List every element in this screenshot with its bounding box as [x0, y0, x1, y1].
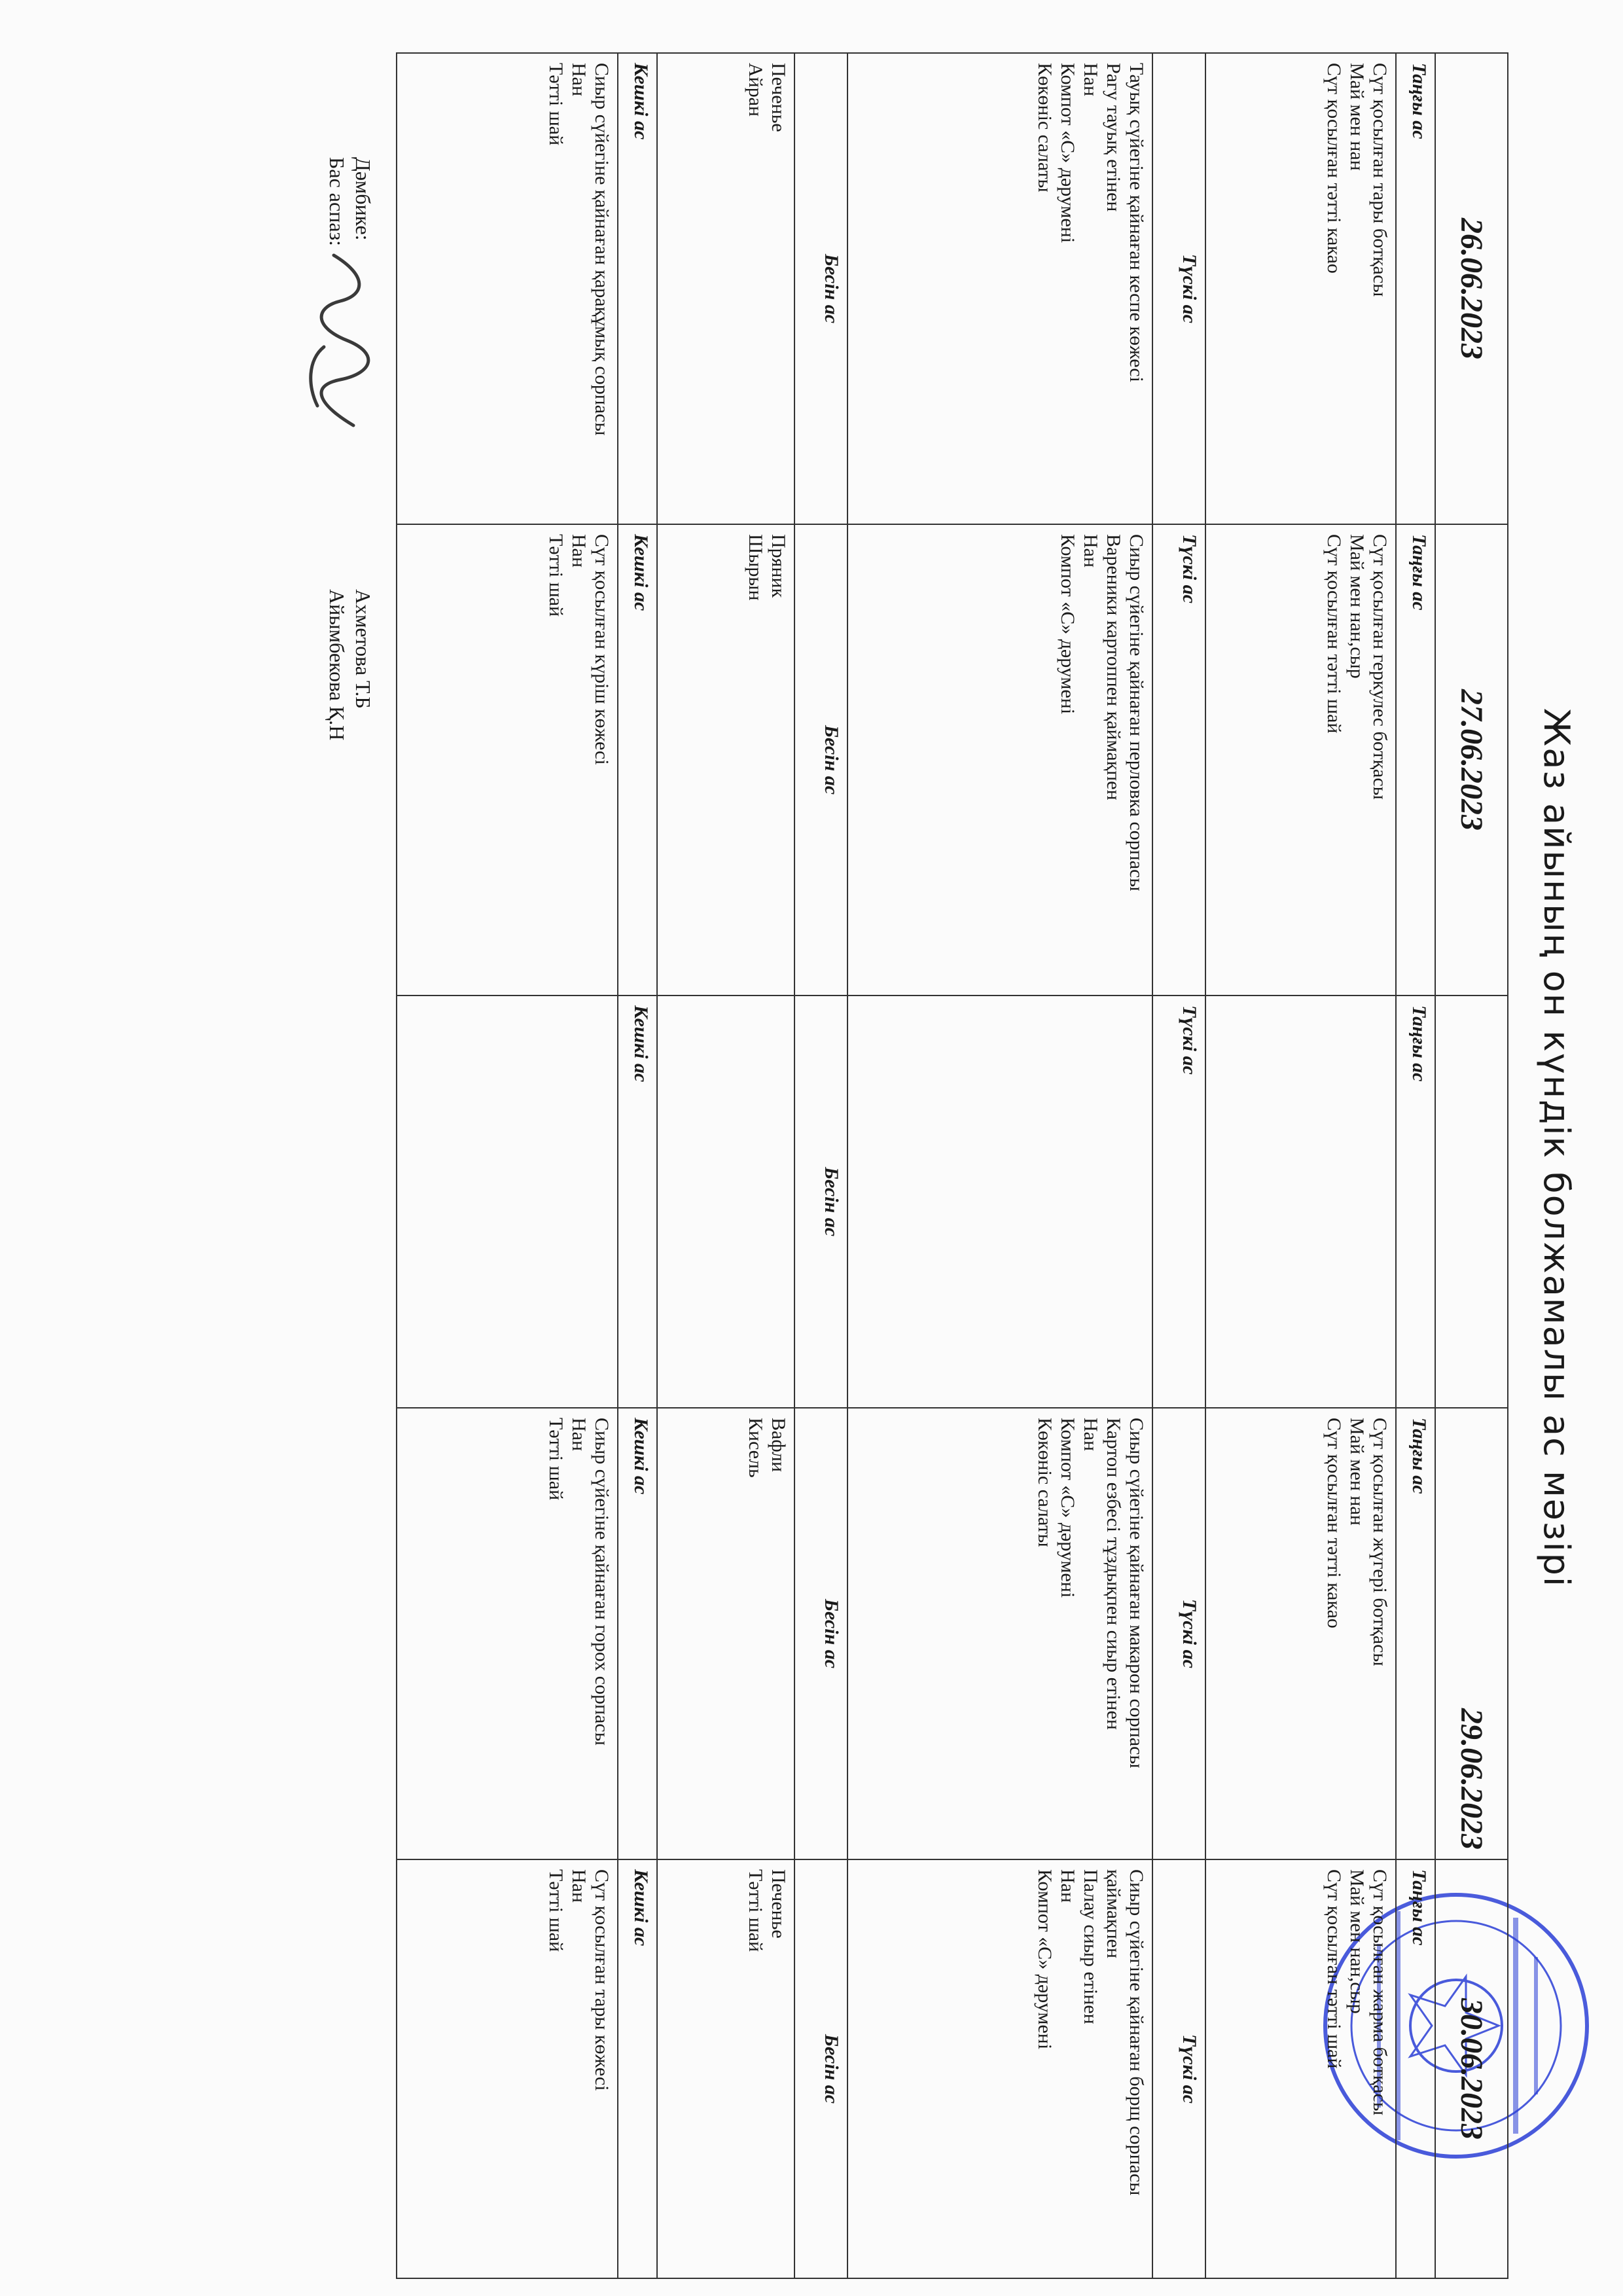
- meal-label: Кешкі ас: [618, 53, 658, 524]
- meal-label: Бесін ас: [794, 53, 847, 524]
- meal-label: Кешкі ас: [618, 524, 658, 996]
- menu-item: Сиыр сүйегіне қайнаған горох сорпасы: [590, 1418, 613, 1746]
- meal-header-row: [794, 53, 847, 2278]
- menu-item: Сүт қосылған тәтті какао: [1323, 63, 1345, 274]
- menu-item: Вареники картоппен қаймақпен: [1102, 534, 1124, 800]
- meal-items-cell: [657, 524, 794, 996]
- signature-labels: [324, 157, 376, 246]
- date-cell: 29.06.2023: [1435, 1408, 1508, 1859]
- menu-item: Май мен нан: [1346, 63, 1368, 171]
- meal-items-cell: [397, 996, 618, 1408]
- menu-item: Сиыр сүйегіне қайнаған перловка сорпасы: [1125, 534, 1147, 891]
- date-cell: 30.06.2023: [1435, 1859, 1508, 2278]
- date-cell: 26.06.2023: [1435, 53, 1508, 524]
- meal-items-row: [1205, 53, 1396, 2278]
- menu-item: Сүт қосылған жарма ботқасы: [1368, 1869, 1391, 2116]
- meal-label: Таңғы ас: [1396, 1408, 1436, 1859]
- menu-item: Сиыр сүйегіне қайнаған макарон сорпасы: [1125, 1418, 1147, 1768]
- menu-table: [396, 52, 1508, 2279]
- meal-items-cell: [1205, 1859, 1396, 2278]
- menu-item: Палау сиыр етінен: [1079, 1869, 1101, 2024]
- date-cell: 27.06.2023: [1435, 524, 1508, 996]
- meal-items-cell: [657, 1408, 794, 1859]
- meal-label: Түскі ас: [1152, 996, 1205, 1408]
- page-title: Жаз айының он күндік болжамалы ас мәзірі: [1536, 708, 1577, 1588]
- meal-header-row: [1396, 53, 1436, 2278]
- meal-label: Кешкі ас: [618, 996, 658, 1408]
- meal-label: Бесін ас: [794, 996, 847, 1408]
- meal-header-row: [1152, 53, 1205, 2278]
- menu-item: Көкөніс салаты: [1033, 1418, 1056, 1547]
- meal-label: Түскі ас: [1152, 524, 1205, 996]
- menu-item: Май мен нан,сыр: [1346, 1869, 1368, 2014]
- menu-item: Нан: [567, 63, 590, 97]
- menu-item: Сиыр сүйегіне қайнаған борщ сорпасы қаймақпен: [1102, 1869, 1147, 2196]
- meal-label: Түскі ас: [1152, 53, 1205, 524]
- meal-items-row: [847, 53, 1152, 2278]
- meal-items-cell: [397, 1859, 618, 2278]
- menu-item: Печенье: [767, 63, 789, 132]
- meal-label: Бесін ас: [794, 1859, 847, 2278]
- menu-item: Нан: [1056, 1869, 1079, 1903]
- menu-item: Нан: [1079, 63, 1101, 97]
- meal-label: Таңғы ас: [1396, 996, 1436, 1408]
- meal-label: Бесін ас: [794, 524, 847, 996]
- meal-label: Кешкі ас: [618, 1859, 658, 2278]
- meal-items-cell: [1205, 53, 1396, 524]
- signature-names: [324, 589, 376, 740]
- menu-item: Май мен нан: [1346, 1418, 1368, 1526]
- menu-item: Сүт қосылған тәтті какао: [1323, 1418, 1345, 1628]
- meal-items-row: [657, 53, 794, 2278]
- meal-label: Таңғы ас: [1396, 524, 1436, 996]
- meal-items-cell: [1205, 996, 1396, 1408]
- menu-item: Тәтті шай: [544, 534, 567, 617]
- meal-items-cell: [657, 1859, 794, 2278]
- menu-item: Тәтті шай: [744, 1869, 766, 1952]
- menu-item: Тауық сүйегіне қайнаған кеспе көжесі: [1125, 63, 1147, 382]
- menu-item: Тәтті шай: [544, 63, 567, 146]
- meal-items-cell: [397, 524, 618, 996]
- menu-item: Картоп езбесі тұздықпен сиыр етінен: [1102, 1418, 1124, 1730]
- meal-items-cell: [657, 996, 794, 1408]
- chef-label: Бас аспаз:: [325, 157, 349, 247]
- meal-items-cell: [397, 53, 618, 524]
- meal-label: Түскі ас: [1152, 1408, 1205, 1859]
- date-row: [1435, 53, 1508, 2278]
- meal-label: Таңғы ас: [1396, 1859, 1436, 2278]
- handwritten-signature-icon: [301, 249, 380, 445]
- menu-item: Сүт қосылған тәтті шай: [1323, 534, 1345, 734]
- menu-item: Сүт қосылған жүгері ботқасы: [1368, 1418, 1391, 1666]
- menu-item: Май мен нан,сыр: [1346, 534, 1368, 679]
- dietitian-label: Дәмбике:: [351, 157, 375, 241]
- menu-item: Компот «С» дәрумені: [1056, 63, 1079, 243]
- menu-item: Сүт қосылған тары ботқасы: [1368, 63, 1391, 297]
- menu-item: Печенье: [767, 1869, 789, 1939]
- meal-header-row: [618, 53, 658, 2278]
- date-cell: [1435, 996, 1508, 1408]
- menu-item: Сүт қосылған тары көжесі: [590, 1869, 613, 2091]
- menu-item: Сүт қосылған геркулес ботқасы: [1368, 534, 1391, 800]
- meal-items-cell: [847, 996, 1152, 1408]
- meal-items-cell: [1205, 1408, 1396, 1859]
- meal-items-row: [397, 53, 618, 2278]
- menu-item: Нан: [1079, 534, 1101, 568]
- menu-item: Айран: [744, 63, 766, 117]
- menu-item: Вафли: [767, 1418, 789, 1473]
- meal-label: Түскі ас: [1152, 1859, 1205, 2278]
- meal-label: Кешкі ас: [618, 1408, 658, 1859]
- meal-label: Бесін ас: [794, 1408, 847, 1859]
- menu-item: Нан: [567, 1418, 590, 1452]
- menu-item: Кисель: [744, 1418, 766, 1478]
- menu-item: Компот «С» дәрумені: [1033, 1869, 1056, 2050]
- menu-item: Сүт қосылған күріш көжесі: [590, 534, 613, 765]
- menu-item: Рагу тауық етінен: [1102, 63, 1124, 212]
- dietitian-name: Ахметова Т.Б: [351, 589, 375, 709]
- chef-name: Айымбекова Қ.Н: [325, 589, 349, 741]
- meal-items-cell: [847, 1859, 1152, 2278]
- meal-items-cell: [397, 1408, 618, 1859]
- menu-item: Нан: [567, 534, 590, 568]
- menu-item: Сүт қосылған тәтті шай: [1323, 1869, 1345, 2069]
- meal-items-cell: [847, 524, 1152, 996]
- menu-item: Пряник: [767, 534, 789, 598]
- menu-item: Нан: [1079, 1418, 1101, 1452]
- meal-items-cell: [847, 1408, 1152, 1859]
- menu-item: Сиыр сүйегіне қайнаған қарақұмық сорпасы: [590, 63, 613, 436]
- menu-item: Шырын: [744, 534, 766, 601]
- menu-item: Нан: [567, 1869, 590, 1903]
- menu-item: Тәтті шай: [544, 1869, 567, 1952]
- meal-items-cell: [1205, 524, 1396, 996]
- menu-item: Көкөніс салаты: [1033, 63, 1056, 192]
- menu-item: Компот «С» дәрумені: [1056, 534, 1079, 715]
- meal-label: Таңғы ас: [1396, 53, 1436, 524]
- meal-items-cell: [847, 53, 1152, 524]
- menu-item: Тәтті шай: [544, 1418, 567, 1501]
- meal-items-cell: [657, 53, 794, 524]
- menu-item: Компот «С» дәрумені: [1056, 1418, 1079, 1598]
